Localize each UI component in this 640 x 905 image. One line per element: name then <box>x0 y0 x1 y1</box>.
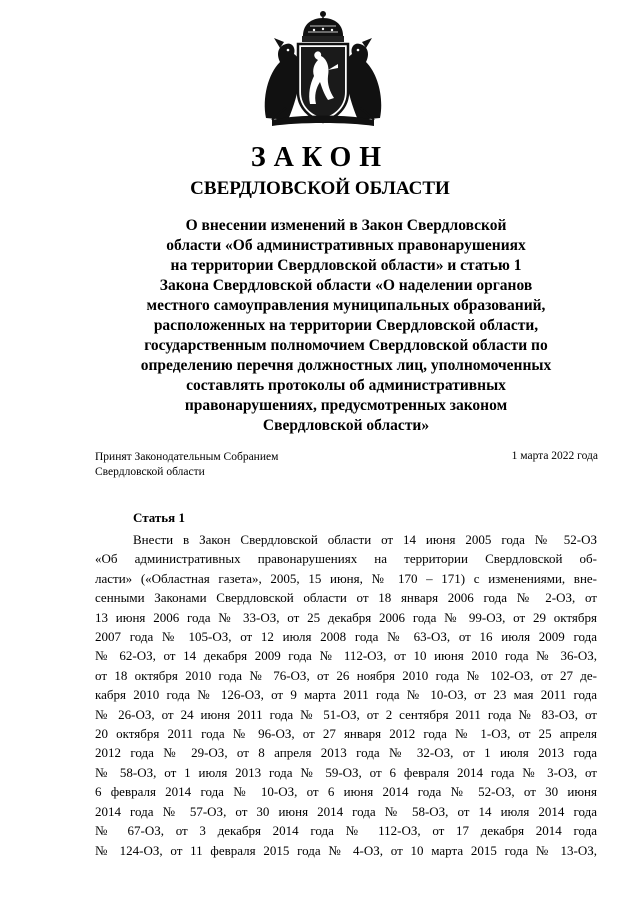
shield <box>298 44 348 122</box>
article-body <box>95 530 597 860</box>
crown <box>302 11 344 42</box>
heading-line: определению перечня должностных лиц, уполномоченных <box>140 357 552 374</box>
law-heading <box>96 216 596 436</box>
body-line: № 26-ОЗ, от 24 июня 2011 года № 51-ОЗ, от 2 сентября 2011 года № 83-ОЗ, от <box>95 706 597 722</box>
body-line: «Об административных правонарушениях на территории Свердловской об- <box>95 551 597 567</box>
body-line: № 124-ОЗ, от 11 февраля 2015 года № 4-ОЗ, от 10 марта 2015 года № 13-ОЗ, <box>95 842 597 858</box>
body-line: 13 июня 2006 года № 33-ОЗ, от 25 декабря 2006 года № 99-ОЗ, от 29 октября <box>95 609 597 625</box>
body-line: № 67-ОЗ, от 3 декабря 2014 года № 112-ОЗ, от 17 декабря 2014 года <box>95 823 597 839</box>
region-subtitle: СВЕРДЛОВСКОЙ ОБЛАСТИ <box>190 178 450 199</box>
adoption-line: Свердловской области <box>95 466 205 478</box>
body-line: 20 октября 2011 года № 96-ОЗ, от 27 января 2012 года № 1-ОЗ, от 25 апреля <box>95 726 597 742</box>
heading-line: расположенных на территории Свердловской области, <box>153 317 539 334</box>
heading-line: Закона Свердловской области «О наделении органов <box>159 277 533 294</box>
heading-line: области «Об административных правонарушениях <box>166 237 526 254</box>
document-type-title: ЗАКОН <box>250 142 390 173</box>
body-line: 2007 года № 105-ОЗ, от 12 июля 2008 года № 63-ОЗ, от 16 июля 2009 года <box>95 629 597 645</box>
body-line: от 18 октября 2010 года № 76-ОЗ, от 26 ноября 2010 года № 102-ОЗ, от 27 де- <box>95 667 597 683</box>
body-line: 2014 года № 57-ОЗ, от 30 июня 2014 года № 58-ОЗ, от 14 июля 2014 года <box>95 803 597 819</box>
adoption-authority <box>95 450 278 480</box>
body-line: кабря 2010 года № 126-ОЗ, от 9 марта 2011 года № 10-ОЗ, от 23 мая 2011 года <box>95 687 597 703</box>
left-sable-supporter <box>265 38 301 120</box>
body-line: ласти» («Областная газета», 2005, 15 июня, № 170 – 171) с изменениями, вне- <box>95 570 597 586</box>
body-line: 2012 года № 29-ОЗ, от 8 апреля 2013 года № 32-ОЗ, от 1 июля 2013 года <box>95 745 597 761</box>
body-line: сенными Законами Свердловской области от 18 января 2006 года № 2-ОЗ, от <box>95 590 597 606</box>
heading-line: О внесении изменений в Закон Свердловской <box>185 217 507 234</box>
heading-line: местного самоуправления муниципальных образований, <box>146 297 546 314</box>
heading-line: правонарушениях, предусмотренных законом <box>184 397 508 414</box>
heading-line: Свердловской области» <box>262 417 430 434</box>
body-line: № 62-ОЗ, от 14 декабря 2009 года № 112-ОЗ, от 10 июня 2010 года № 36-ОЗ, <box>95 648 597 664</box>
body-line: № 58-ОЗ, от 1 июля 2013 года № 59-ОЗ, от 6 февраля 2014 года № 3-ОЗ, от <box>95 764 597 780</box>
body-line: Внести в Закон Свердловской области от 14 июня 2005 года № 52-ОЗ <box>133 532 597 547</box>
adoption-line: Принят Законодательным Собранием <box>95 451 279 463</box>
adoption-date: 1 марта 2022 года <box>511 450 598 462</box>
heading-line: государственным полномочием Свердловской области по <box>144 337 548 354</box>
heading-line: составлять протоколы об административных <box>186 377 506 394</box>
coat-of-arms-emblem <box>258 8 388 130</box>
right-sable-supporter <box>345 38 381 120</box>
body-line: 6 февраля 2014 года № 10-ОЗ, от 6 июня 2014 года № 52-ОЗ, от 30 июня <box>95 784 597 800</box>
article-title: Статья 1 <box>133 510 185 525</box>
heading-line: на территории Свердловской области» и статью 1 <box>170 257 522 274</box>
